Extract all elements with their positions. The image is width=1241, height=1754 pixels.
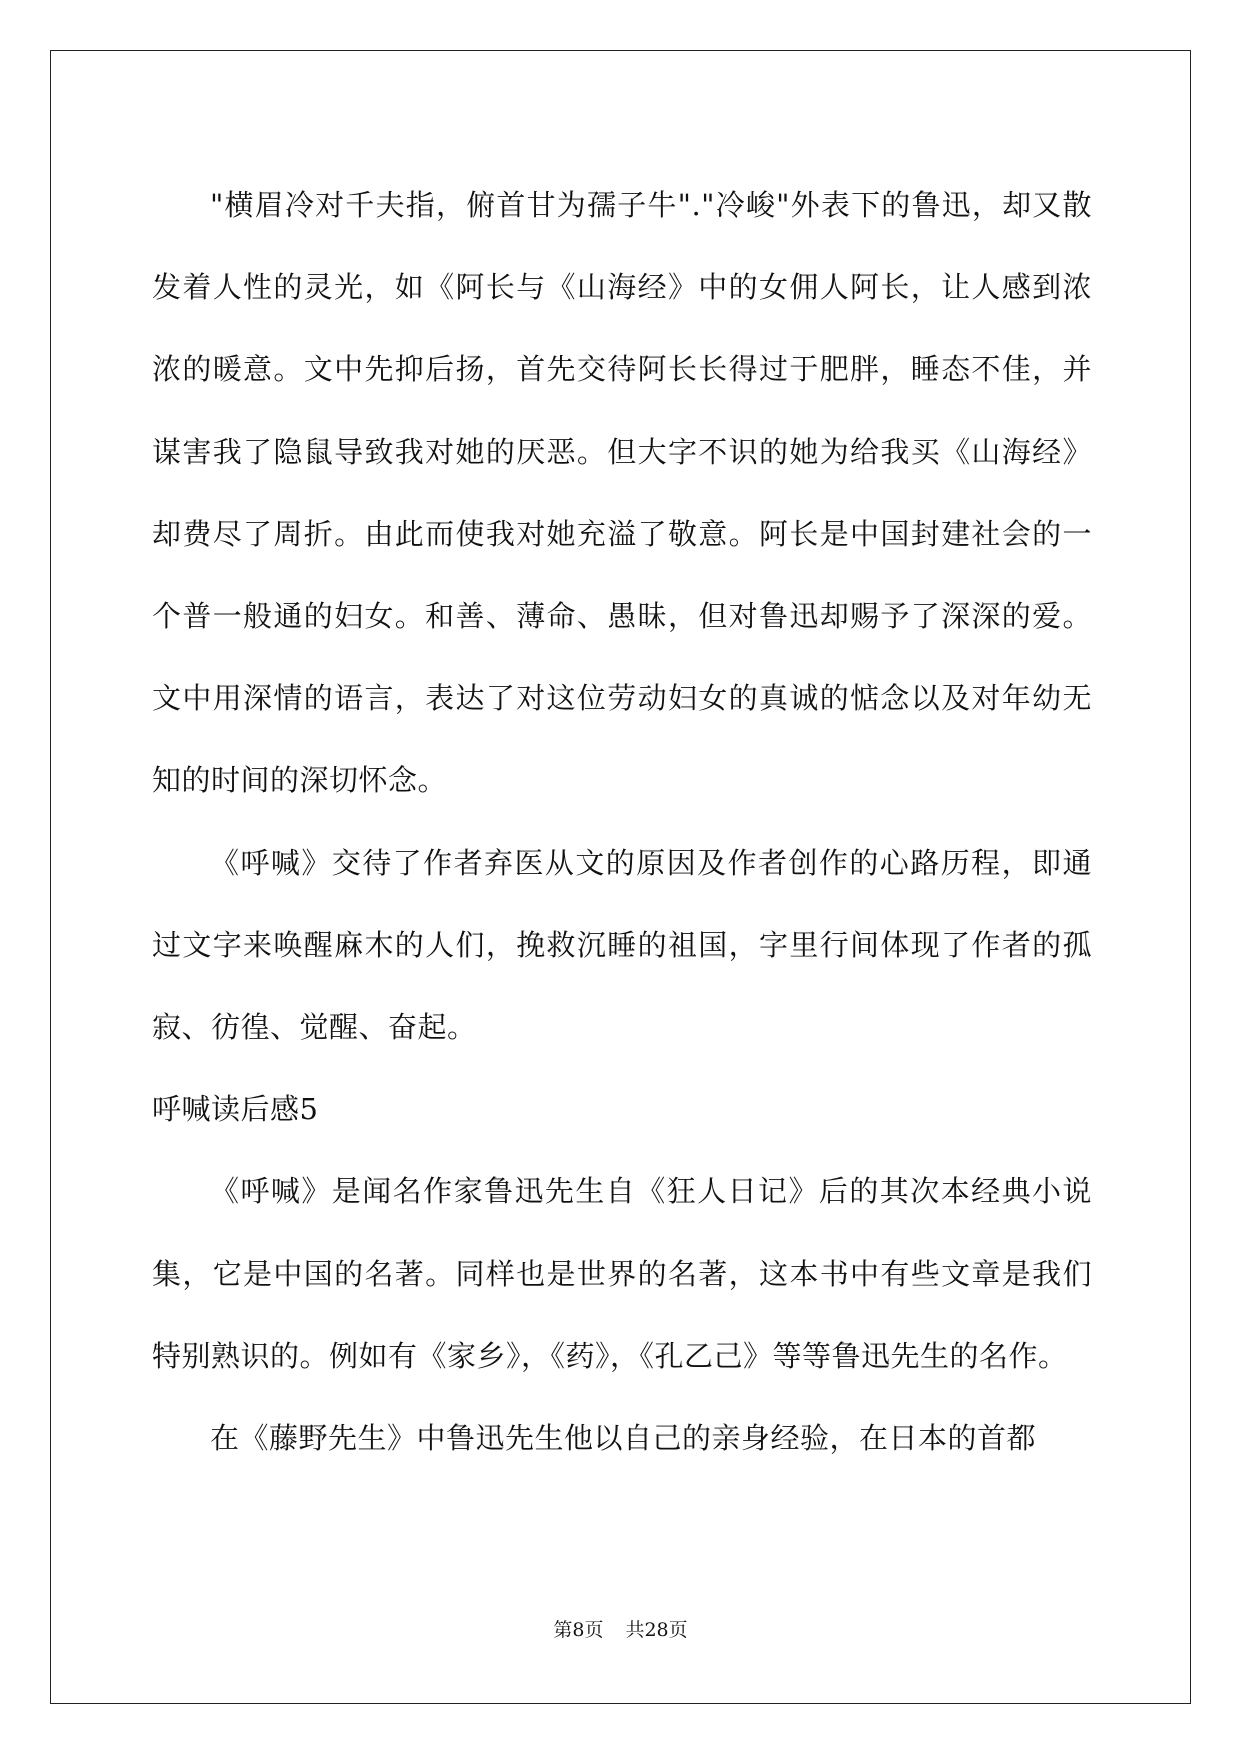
- page-number: 第8页: [553, 1619, 604, 1641]
- document-body: [152, 164, 1092, 1479]
- paragraph-call-to-arms-summary: 《呼喊》交待了作者弃医从文的原因及作者创作的心路历程，即通过文字来唤醒麻木的人们，挽救沉睡的祖国，字里行间体现了作者的孤寂、彷徨、觉醒、奋起。: [152, 845, 1092, 1045]
- paragraph-fujino: 在《藤野先生》中鲁迅先生他以自己的亲身经验，在日本的首都: [210, 1421, 1037, 1456]
- page-footer: [0, 1618, 1241, 1642]
- paragraph-ah-chang: "横眉冷对千夫指，俯首甘为孺子牛"."冷峻"外表下的鲁迅，却又散发着人性的灵光，如《阿长与《山海经》中的女佣人阿长，让人感到浓浓的暖意。文中先抑后扬，首先交待阿长长得过于肥胖，睡态不佳，并谋害我了隐鼠导致我对她的厌恶。但大字不识的她为给我买《山海经》却费尽了周折。由此而使我对她充溢了敬意。阿长是中国封建社会的一个普一般通的妇女。和善、薄命、愚昧，但对鲁迅却赐予了深深的爱。文中用深情的语言，表达了对这位劳动妇女的真诚的惦念以及对年幼无知的时间的深切怀念。: [152, 188, 1092, 798]
- paragraph-intro: 《呼喊》是闻名作家鲁迅先生自《狂人日记》后的其次本经典小说集，它是中国的名著。同样也是世界的名著，这本书中有些文章是我们特别熟识的。例如有《家乡》，《药》，《孔乙己》等等鲁迅先生的名作。: [152, 1174, 1092, 1373]
- section-heading: 呼喊读后感5: [152, 1092, 319, 1127]
- page-total: 共28页: [625, 1619, 688, 1641]
